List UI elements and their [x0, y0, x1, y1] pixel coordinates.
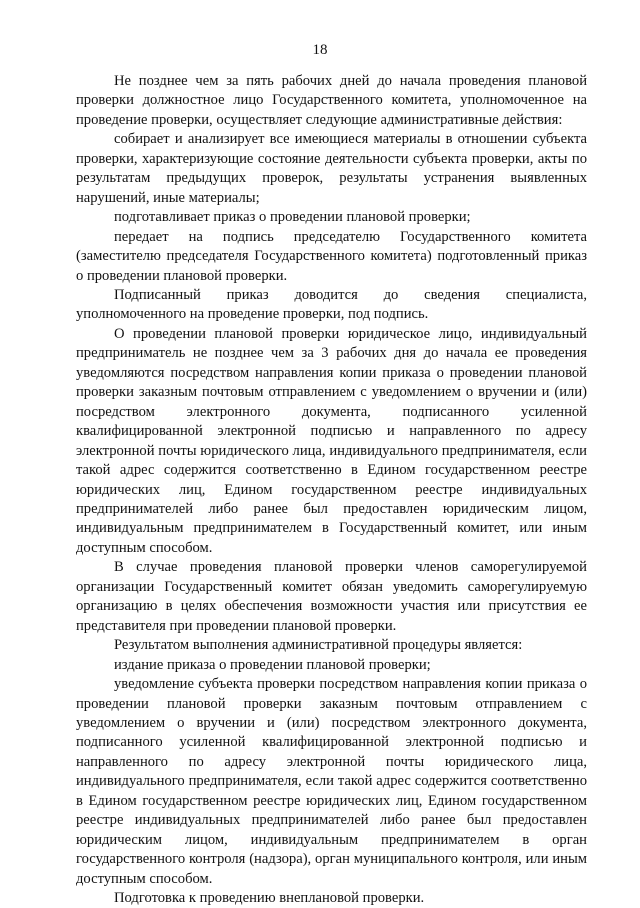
- document-body: [76, 72, 587, 908]
- paragraph: собирает и анализирует все имеющиеся материалы в отношении субъекта проверки, характеризующие состояние деятельности субъекта проверки, акты по результатам предыдущих проверок, результаты устранения выявленных нарушений, иные материалы;: [76, 131, 587, 206]
- paragraph: В случае проведения плановой проверки членов саморегулируемой организации Государственный комитет обязан уведомить саморегулируемую организацию в целях обеспечения возможности участия или присутствия ее представителя при проведении плановой проверки.: [76, 559, 587, 634]
- paragraph: Подготовка к проведению внеплановой проверки.: [114, 890, 425, 907]
- paragraph: уведомление субъекта проверки посредством направления копии приказа о проведении плановой проверки заказным почтовым отправлением с уведомлением о вручении и (или) посредством электронного документа, подписанного усиленной квалифицированной электронной подписью и направленного по адресу электронной почты юридического лица, индивидуального предпринимателя, если такой адрес содержится соответственно в Едином государственном реестре юридических лиц, Едином государственном реестре индивидуальных предпринимателей либо ранее был предоставлен юридическим лицом, индивидуальным предпринимателем в орган государственного контроля (надзора), орган муниципального контроля, или иным доступным способом.: [76, 676, 587, 887]
- paragraph: Не позднее чем за пять рабочих дней до начала проведения плановой проверки должностное лицо Государственного комитета, уполномоченное на проведение проверки, осуществляет следующие административные действия:: [76, 73, 587, 128]
- paragraph: передает на подпись председателю Государственного комитета (заместителю председателя Государственного комитета) подготовленный приказ о проведении плановой проверки.: [76, 228, 587, 284]
- paragraph: подготавливает приказ о проведении плановой проверки;: [114, 209, 471, 226]
- paragraph: издание приказа о проведении плановой проверки;: [114, 656, 431, 673]
- paragraph: О проведении плановой проверки юридическое лицо, индивидуальный предприниматель не позднее чем за 3 рабочих дня до начала ее проведения уведомляются посредством направления копии приказа о проведении плановой проверки заказным почтовым отправлением с уведомлением о вручении и (или) посредством электронного документа, подписанного усиленной квалифицированной электронной подписью и направленного по адресу электронной почты юридического лица, индивидуального предпринимателя, если такой адрес содержится соответственно в Едином государственном реестре юридических лиц, Едином государственном реестре индивидуальных предпринимателей либо ранее был предоставлен юридическим лицом, индивидуальным предпринимателем в Государственный комитет, или иным доступным способом.: [76, 325, 587, 556]
- paragraph: Подписанный приказ доводится до сведения специалиста, уполномоченного на проведение проверки, под подпись.: [76, 286, 587, 323]
- paragraph: Результатом выполнения административной процедуры является:: [114, 637, 523, 654]
- page-number: 18: [312, 42, 328, 58]
